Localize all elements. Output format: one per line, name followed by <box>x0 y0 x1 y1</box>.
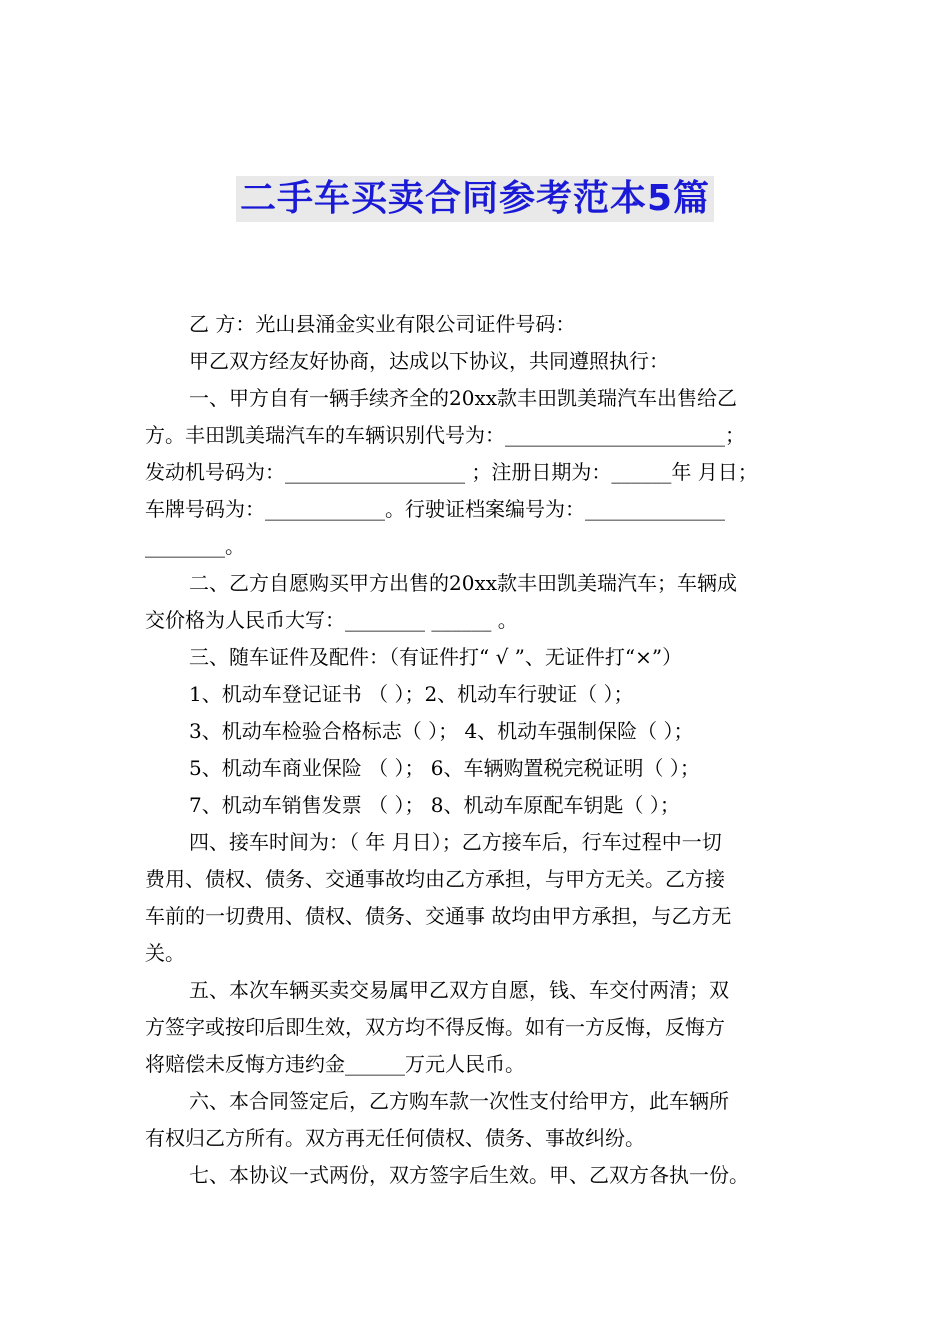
document-body <box>145 306 817 1194</box>
document-title: 二手车买卖合同参考范本5篇 <box>236 176 714 222</box>
paragraph-line: 5、机动车商业保险 （ ）； 6、车辆购置税完税证明（ ）； <box>189 756 700 780</box>
paragraph-line: 二、乙方自愿购买甲方出售的20xx款丰田凯美瑞汽车；车辆成 <box>189 571 738 595</box>
paragraph-line: 7、机动车销售发票 （ ）； 8、机动车原配车钥匙（ ）； <box>189 793 680 817</box>
paragraph-line: 有权归乙方所有。双方再无任何债权、债务、事故纠纷。 <box>145 1126 645 1150</box>
paragraph-line: 四、接车时间为：（ 年 月日）；乙方接车后，行车过程中一切 <box>189 830 722 854</box>
paragraph-line: 六、本合同签定后，乙方购车款一次性支付给甲方，此车辆所 <box>189 1089 729 1113</box>
paragraph-line: 车前的一切费用、债权、债务、交通事 故均由甲方承担，与乙方无 <box>145 904 732 928</box>
paragraph-line: 交价格为人民币大写：________ ______ 。 <box>145 608 518 632</box>
paragraph-line: 甲乙双方经友好协商，达成以下协议，共同遵照执行： <box>189 349 669 373</box>
paragraph-line: ________。 <box>145 534 245 558</box>
paragraph-line: 将赔偿未反悔方违约金______万元人民币。 <box>145 1052 525 1076</box>
paragraph-line: 费用、债权、债务、交通事故均由乙方承担，与甲方无关。乙方接 <box>145 867 725 891</box>
paragraph-line: 发动机号码为：__________________ ；注册日期为：______年 月日； <box>145 460 758 484</box>
paragraph-line: 乙 方：光山县涌金实业有限公司证件号码： <box>189 312 576 336</box>
paragraph-line: 三、随车证件及配件：（有证件打“ √ ”、无证件打“×”） <box>189 645 683 669</box>
title-wrapper <box>0 176 950 222</box>
paragraph-line: 一、甲方自有一辆手续齐全的20xx款丰田凯美瑞汽车出售给乙 <box>189 386 738 410</box>
paragraph-line: 方签字或按印后即生效，双方均不得反悔。如有一方反悔，反悔方 <box>145 1015 725 1039</box>
paragraph-line: 3、机动车检验合格标志（ ）； 4、机动车强制保险（ ）； <box>189 719 694 743</box>
paragraph-line: 1、机动车登记证书 （ ）；2、机动车行驶证（ ）； <box>189 682 634 706</box>
paragraph-line: 五、本次车辆买卖交易属甲乙双方自愿，钱、车交付两清；双 <box>189 978 729 1002</box>
paragraph-line: 关。 <box>145 941 185 965</box>
paragraph-line: 七、本协议一式两份，双方签字后生效。甲、乙双方各执一份。 <box>189 1163 749 1187</box>
paragraph-line: 方。丰田凯美瑞汽车的车辆识别代号为：______________________； <box>145 423 745 447</box>
paragraph-line: 车牌号码为：____________。行驶证档案编号为：______________ <box>145 497 725 521</box>
